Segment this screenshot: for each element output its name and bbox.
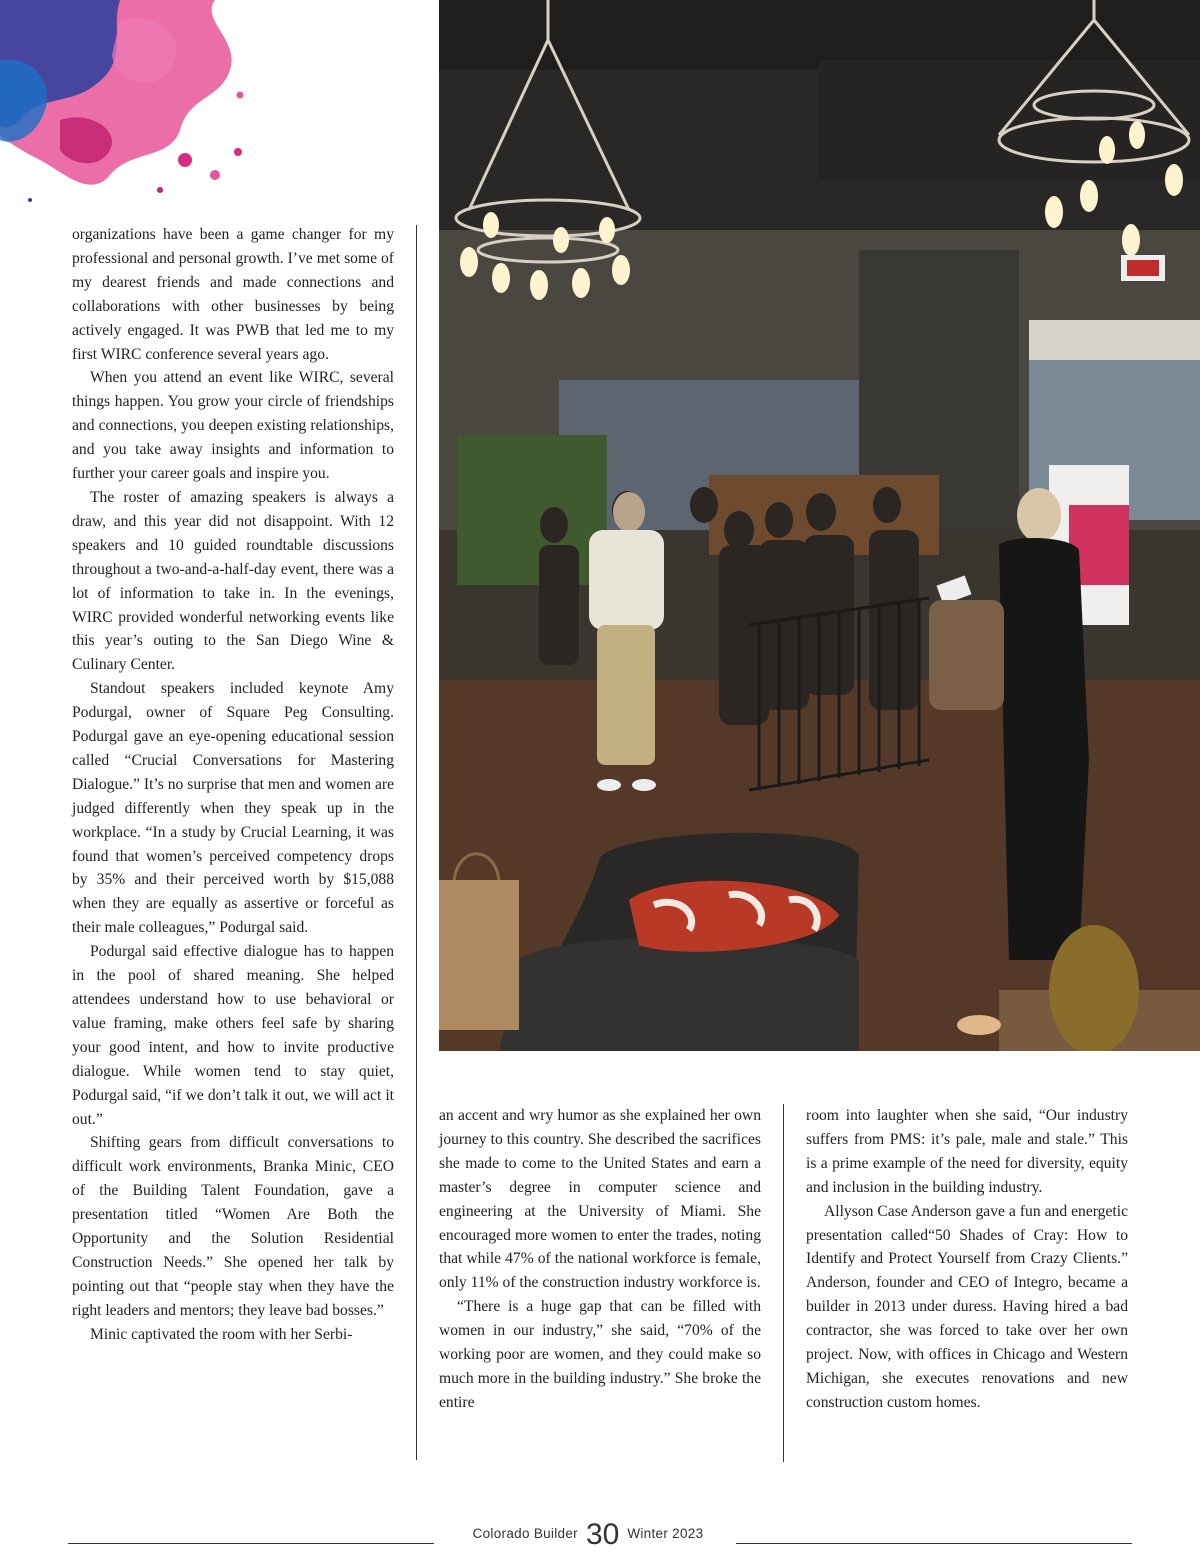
paragraph: The roster of amazing speakers is always a draw, and this year did not disappoint. With 12 speakers and 10 guided roundtable discussions throughout a two-and-a-half-day event, there was a lot of information to take in. In the evenings, WIRC provided wonderful networking events like this year’s outing to the San Diego Wine & Culinary Center. [72, 488, 394, 674]
paragraph: room into laughter when she said, “Our industry suffers from PMS: it’s pale, male and stale.” This is a prime example of the need for diversity, equity and inclusion in the building industry. [806, 1107, 1128, 1196]
footer-rule [68, 1543, 434, 1544]
article-column-2 [439, 1104, 761, 1415]
magazine-name: Colorado Builder [472, 1526, 578, 1541]
column-divider [783, 1104, 784, 1462]
ink-splash-decoration [0, 0, 260, 210]
paragraph: “There is a huge gap that can be filled with women in our industry,” she said, “70% of the working poor are women, and they could make so much more in the building industry.” She broke the entire [439, 1298, 761, 1411]
paragraph: Standout speakers included keynote Amy Podurgal, owner of Square Peg Consulting. Podurgal gave an eye-opening educational session called “Crucial Conversations for Mastering Dialogue.” It’s no surprise that men and women are judged differently when they speak up in the workplace. “In a study by Crucial Learning, it was found that women’s perceived competency drops by 35% and their perceived worth by $15,088 when they are equally as assertive or forceful as their male colleagues,” Podurgal said. [72, 680, 394, 937]
paragraph: Shifting gears from difficult conversations to difficult work environments, Branka Minic, CEO of the Building Talent Foundation, gave a presentation titled “Women Are Both the Opportunity and the Solution Residential Construction Needs.” She opened her talk by pointing out that “people stay when they have the right leaders and mentors; they leave bad bosses.” [72, 1134, 394, 1319]
footer-rule [736, 1543, 1132, 1544]
event-photo [439, 0, 1200, 1051]
article-column-1 [72, 223, 394, 1347]
paragraph: Minic captivated the room with her Serbi- [90, 1325, 353, 1343]
paragraph: When you attend an event like WIRC, several things happen. You grow your circle of friendships and connections, you deepen existing relationships, and you take away insights and information to further your career goals and inspire you. [72, 369, 394, 483]
paragraph: Allyson Case Anderson gave a fun and energetic presentation called“50 Shades of Cray: How to Identify and Protect Yourself from Crazy Clients.” Anderson, founder and CEO of Integro, became a builder in 2013 under duress. Having hired a bad contractor, she was forced to take over her own project. Now, with offices in Chicago and Western Michigan, she executes renovations and new construction custom homes. [806, 1202, 1128, 1411]
column-divider [416, 225, 417, 1460]
paragraph: an accent and wry humor as she explained her own journey to this country. She described the sacrifices she made to come to the United States and earn a master’s degree in computer science and engineering at the University of Miami. She encouraged more women to enter the trades, noting that while 47% of the national workforce is female, only 11% of the construction industry workforce is. [439, 1107, 761, 1292]
page-footer [68, 1518, 1132, 1558]
page-number: 30 [585, 1518, 620, 1551]
footer-text [448, 1518, 728, 1552]
paragraph: organizations have been a game changer for my professional and personal growth. I’ve met some of my dearest friends and made connections and collaborations with other businesses by being actively engaged. It was PWB that led me to my first WIRC conference several years ago. [72, 226, 394, 363]
article-column-3 [806, 1104, 1128, 1415]
paragraph: Podurgal said effective dialogue has to happen in the pool of shared meaning. She helped attendees understand how to use behavioral or value framing, make others feel safe by sharing your good intent, and how to invite productive dialogue. While women tend to stay quiet, Podurgal said, “if we don’t talk it out, we will act it out.” [72, 943, 394, 1128]
issue-date: Winter 2023 [627, 1526, 704, 1541]
